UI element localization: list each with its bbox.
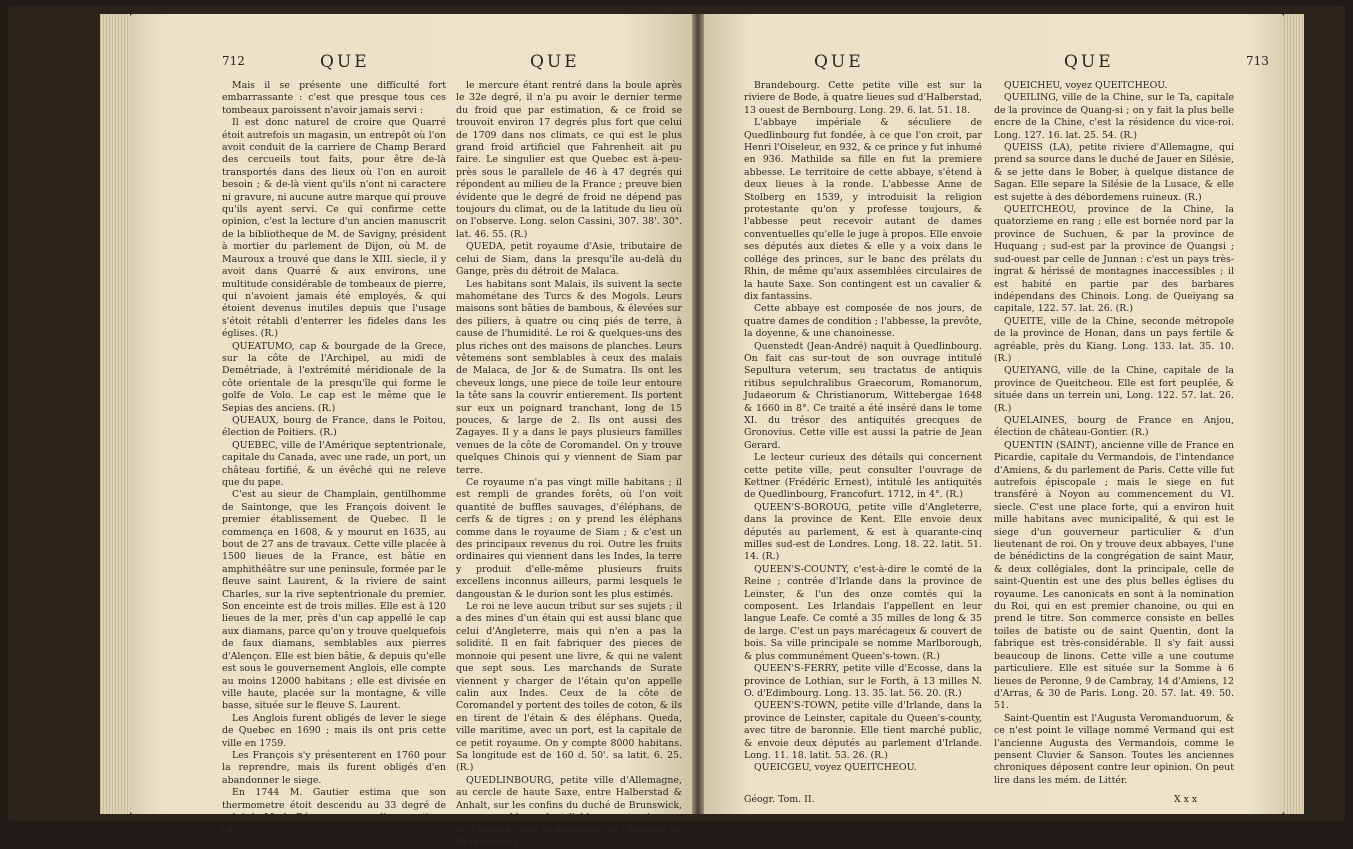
paragraph: QUEBEC, ville de l'Amérique septentrionale, capitale du Canada, avec une rade, un port, un château fortifié, & un évêché qui ne releve que du pape.: [222, 439, 446, 488]
paragraph: QUEICGEU, voyez QUEITCHEOU.: [754, 762, 917, 774]
paragraph: Mais il se présente une difficulté fort embarrassante : c'est que presque tous ces tombeaux paroissent n'avoir jamais servi :: [222, 80, 446, 116]
paragraph: QUEDA, petit royaume d'Asie, tributaire de celui de Siam, dans la presqu'île au-delà du Gange, près du détroit de Malaca.: [456, 241, 682, 278]
page-number: 712: [222, 54, 245, 68]
paragraph: QUELAINES, bourg de France en Anjou, élection de château-Gontier. (R.): [994, 414, 1234, 439]
paragraph: En 1744 M. Gautier estima que son thermometre étoit descendu au 33 degré de celui de M. de Réaumur ; nous disons estima, car: [222, 787, 446, 836]
text-column: [456, 80, 682, 849]
page-edges-right: [1284, 14, 1304, 814]
paragraph: QUENTIN (SAINT), ancienne ville de France en Picardie, capitale du Vermandois, de l'intendance d'Amiens, & du parlement de Paris. Cette ville fut autrefois épiscopale ; mais le siege en fut transféré à Noyon au commencement du VI. siecle. C'est une place forte, qui a environ huit mille habitans avec municipalité, & qui est le siege d'un gouverneur particulier & d'un lieutenant de roi. On y trouve deux abbayes, l'une de bénédictins de la congrégation de saint Maur, & deux collégiales, dont la principale, celle de saint-Quentin est une des plus belles églises du royaume. Les canonicats en sont à la nomination du Roi, qui en est premier chanoine, ou qui en prend le titre. Son commerce consiste en belles toiles de batiste ou de saint Quentin, dont la fabrique est très-considérable. Il s'y fait aussi beaucoup de linons. Cette ville a une coutume particuliere. Elle est située sur la Somme à 6 lieues de Peronne, 9 de Cambray, 14 d'Amiens, 12 d'Arras, & 30 de Paris. Long. 20. 57. lat. 49. 50. 51.: [994, 439, 1234, 712]
paragraph: QUEIYANG, ville de la Chine, capitale de la province de Queitcheou. Elle est fort peuplée, & située dans un terrein uni, Long. 122. 57. lat. 26. (R.): [994, 365, 1234, 414]
paragraph: Les François s'y présenterent en 1760 pour la reprendre, mais ils furent obligés d'en abandonner le siege.: [222, 749, 446, 786]
paragraph: C'est au sieur de Champlain, gentilhomme de Saintonge, que les François doivent le premier établissement de Quebec. Il le commença en 1608, & y mourut en 1635, au bout de 27 ans de travaux. Cette ville placée à 1500 lieues de la France, est bâtie en amphithéâtre sur une peninsule, formée par le fleuve saint Laurent, & la riviere de saint Charles, sur la rive septentrionale du premier. Son enceinte est de trois milles. Elle est à 120 lieues de la mer, près d'un cap appellé le cap aux diamans, parce qu'on y trouve quelquefois de faux diamans, semblables aux pierres d'Alençon. Elle est bien bâtie, & depuis qu'elle est sous le gouvernement Anglois, elle compte au moins 12000 habitans ; elle est divisée en ville haute, placée sur la montagne, & ville basse, située sur le fleuve S. Laurent.: [222, 489, 446, 712]
running-header: QUE: [814, 52, 864, 72]
page-edges-left: [100, 14, 130, 814]
paragraph: Le lecteur curieux des détails qui concernent cette petite ville, peut consulter l'ouvrage de Kettner (Frédéric Ernest), intitulé les antiquités de Quedlinbourg, Francofurt. 1712, in 4°. (R.): [744, 452, 982, 501]
text-column: [744, 80, 982, 775]
paragraph: Le roi ne leve aucun tribut sur ses sujets ; il a des mines d'un étain qui est aussi blanc que celui d'Angleterre, mais qui n'en a pas la solidité. Il en fait fabriquer des pieces de monnoie qui pesent une livre, & qui ne valent que sept sous. Les marchands de Surate viennent y charger de l'étain qu'on appelle calin aux Indes. Ceux de la côte de Coromandel y portent des toiles de coton, & ils en tirent de l'étain & des éléphans. Queda, ville maritime, avec un port, est la capitale de ce petit royaume. On y compte 8000 habitans. Sa longitude est de 160 d. 50'. sa latit. 6. 25. (R.): [456, 601, 682, 774]
paragraph: QUEATUMO, cap & bourgade de la Grece, sur la côte de l'Archipel, au midi de Demétriade, à l'extrémité méridionale de la côte orientale de la presqu'île qui forme le golfe de Volo. Le cap est le même que le Sepias des anciens. (R.): [222, 340, 446, 414]
paragraph: L'abbaye impériale & séculiere de Quedlinbourg fut fondée, à ce que l'on croit, par Henri l'Oiseleur, en 932, & ce prince y fut inhumé en 936. Mathilde sa fille en fut la premiere abbesse. Le territoire de cette abbaye, s'étend à deux lieues à la ronde. L'abbesse Anne de Stolberg en 1539, y introduisit la religion protestante qu'on y professe toujours, & l'abbesse peut recevoir autant de dames conventuelles qu'elle le juge à propos. Elle envoie ses députés aux dietes & elle y a voix dans le collége des princes, sur le banc des prélats du Rhin, de même qu'aux assemblées circulaires de la haute Saxe. Son contingent est un cavalier & dix fantassins.: [744, 117, 982, 302]
paragraph: Brandebourg. Cette petite ville est sur la riviere de Bode, à quatre lieues sud d'Halberstad, 13 ouest de Bernbourg. Long. 29. 6. lat. 51. 18.: [744, 80, 982, 116]
paragraph: Quenstedt (Jean-André) naquit à Quedlinbourg. On fait cas sur-tout de son ouvrage intitulé Sepultura veterum, seu tractatus de antiquis ritibus sepulchralibus Graecorum, Romanorum, Judaeorum & Christianorum, Wittebergae 1648 & 1660 in 8°. Ce traité a été inséré dans le tome XI. du trésor des antiquités grecques de Gronovius. Cette ville est aussi la patrie de Jean Gerard.: [744, 340, 982, 451]
paragraph: Ce royaume n'a pas vingt mille habitans ; il est rempli de grandes forêts, où l'on voit quantité de buffles sauvages, d'éléphans, de cerfs & de tigres ; on y prend les éléphans comme dans le royaume de Siam ; & c'est un des principaux revenus du roi. Outre les fruits ordinaires qui viennent dans les Indes, la terre y produit d'elle-même plusieurs fruits excellens inconnus ailleurs, parmi lesquels le dangoustan & le durion sont les plus estimés.: [456, 477, 682, 600]
paragraph: QUEEN'S-TOWN, petite ville d'Irlande, dans la province de Leinster, capitale du Queen's-county, avec titre de baronnie. Elle tient marché public, & envoie deux députés au parlement d'Irlande. Long. 11. 18. latit. 53. 26. (R.): [744, 700, 982, 761]
left-page: [130, 14, 692, 848]
footer-signature: Géogr. Tom. II.: [744, 794, 815, 805]
paragraph: Saint-Quentin est l'Augusta Veromanduorum, & ce n'est point le village nommé Vermand qui est l'ancienne Augusta des Vermandois, comme le pensent Cluvier & Sanson. Toutes les anciennes chroniques déposent contre leur opinion. On peut lire dans les mém. de Littér.: [994, 712, 1234, 786]
text-column: [994, 80, 1234, 787]
paragraph: QUEILING, ville de la Chine, sur le Ta, capitale de la province de Quang-si ; on y fait la plus belle encre de la Chine, c'est la résidence du vice-roi. Long. 127. 16. lat. 25. 54. (R.): [994, 92, 1234, 141]
paragraph: QUEITCHEOU, province de la Chine, la quatorzieme en rang ; elle est bornée nord par la province de Suchuen, & par la province de Huquang ; sud-est par la province de Quangsi ; sud-ouest par celle de Junnan : c'est un pays très-ingrat & hérissé de montagnes inaccessibles ; il est habité en partie par des barbares indépendans des Chinois. Long. de Queiyang sa capitale, 122. 57. lat. 26. (R.): [994, 204, 1234, 315]
paragraph: QUEDLINBOURG, petite ville d'Allemagne, au cercle de haute Saxe, entre Halberstad & Anhalt, sur les confins du duché de Brunswick, avec une abbaye dont l'abbesse est princesse de l'Empire, sous la protection de l'électeur de Brandebourg.: [456, 774, 682, 848]
footer-gathering-mark: X x x: [1174, 794, 1198, 805]
paragraph: QUEEN'S-FERRY, petite ville d'Ecosse, dans la province de Lothian, sur le Forth, à 13 milles N. O. d'Edimbourg. Long. 13. 35. lat. 56. 20. (R.): [744, 663, 982, 699]
running-header: QUE: [320, 52, 370, 72]
paragraph: QUEISS (LA), petite riviere d'Allemagne, qui prend sa source dans le duché de Jauer en Silésie, & se jette dans le Bober, à quelque distance de Sagan. Elle separe la Silésie de la Lusace, & elle est sujette à des débordemens ruineux. (R.): [994, 142, 1234, 203]
paragraph: Cette abbaye est composée de nos jours, de quatre dames de condition ; l'abbesse, la prevôte, la doyenne, & une chanoinesse.: [744, 303, 982, 340]
paragraph: QUEEN'S-BOROUG, petite ville d'Angleterre, dans la province de Kent. Elle envoie deux députés au parlement, & est à quarante-cinq milles sud-est de Londres. Long. 18. 22. latit. 51. 14. (R.): [744, 501, 982, 563]
paragraph: QUEITE, ville de la Chine, seconde métropole de la province de Honan, dans un pays fertile & agréable, près du Kiang. Long. 133. lat. 35. 10. (R.): [994, 315, 1234, 364]
paragraph: QUEICHEU, voyez QUEITCHEOU.: [1004, 80, 1168, 91]
running-header: QUE: [530, 52, 580, 72]
running-header: QUE: [1064, 52, 1114, 72]
page-number: 713: [1246, 54, 1269, 68]
paragraph: QUEAUX, bourg de France, dans le Poitou, élection de Poitiers. (R.): [222, 414, 446, 439]
paragraph: Les habitans sont Malais, ils suivent la secte mahométane des Turcs & des Mogols. Leurs maisons sont bâties de bambous, & élevées sur des piliers, à quatre ou cinq piés de terre, à cause de l'humidité. Le roi & quelques-uns des plus riches ont des maisons de planches. Leurs vêtemens sont semblables à ceux des malais de Malaca, de Jor & de Sumatra. Ils ont les cheveux longs, une piece de toile leur entoure la tête sans la couvrir entierement. Ils portent sur eux un poignard tranchant, long de 15 pouces, & large de 2. Ils ont aussi des Zagayes. Il y a dans le pays plusieurs familles venues de la côte de Coromandel. On y trouve quelques Chinois qui y viennent de Siam par terre.: [456, 278, 682, 476]
book-spine: [692, 14, 704, 814]
right-page: [704, 14, 1284, 814]
paragraph: Il est donc naturel de croire que Quarré étoit autrefois un magasin, un entrepôt où l'on avoit conduit de la carriere de Champ Berard des cercueils tout faits, pour être de-là transportés dans des lieux où l'on en auroit besoin ; & de-là vient qu'ils n'ont ni caractere ni gravure, ni aucune autre marque qui prouve qu'ils ayent servi. Ce qui confirme cette opinion, c'est la lecture d'un ancien manuscrit de la bibliotheque de M. de Savigny, président à mortier du parlement de Dijon, où M. de Mauroux a trouvé que dans le XIII. siecle, il y avoit dans Quarré & aux environs, une multitude considérable de tombeaux de pierre, qui n'avoient jamais été employés, & qui étoient devenus inutiles depuis que l'usage s'étoit rétabli d'enterrer les fideles dans les églises. (R.): [222, 117, 446, 340]
paragraph: le mercure étant rentré dans la boule après le 32e degré, il n'a pu avoir le dernier terme du froid que par estimation, & ce froid se trouvoit environ 17 degrés plus fort que celui de 1709 dans nos climats, ce qui est le plus grand froid artificiel que Fahrenheit ait pu faire. Le singulier est que Quebec est à-peu-près sous le parallele de 46 à 47 degrés qui répondent au milieu de la France ; preuve bien évidente que le degré de froid ne dépend pas toujours du climat, ou de la latitude du lieu où on l'observe. Long. selon Cassini, 307. 38'. 30". lat. 46. 55. (R.): [456, 80, 682, 240]
paragraph: Les Anglois furent obligés de lever le siege de Quebec en 1690 ; mais ils ont pris cette ville en 1759.: [222, 712, 446, 749]
text-column: [222, 80, 446, 837]
paragraph: QUEEN'S-COUNTY, c'est-à-dire le comté de la Reine ; contrée d'Irlande dans la province de Leinster, & l'un des onze comtés qui la composent. Les Irlandais l'appellent en leur langue Leafe. Ce comté a 35 milles de long & 35 de large. C'est un pays marécageux & couvert de bois. Sa ville principale se nomme Marlborough, & plus communément Queen's-town. (R.): [744, 563, 982, 662]
